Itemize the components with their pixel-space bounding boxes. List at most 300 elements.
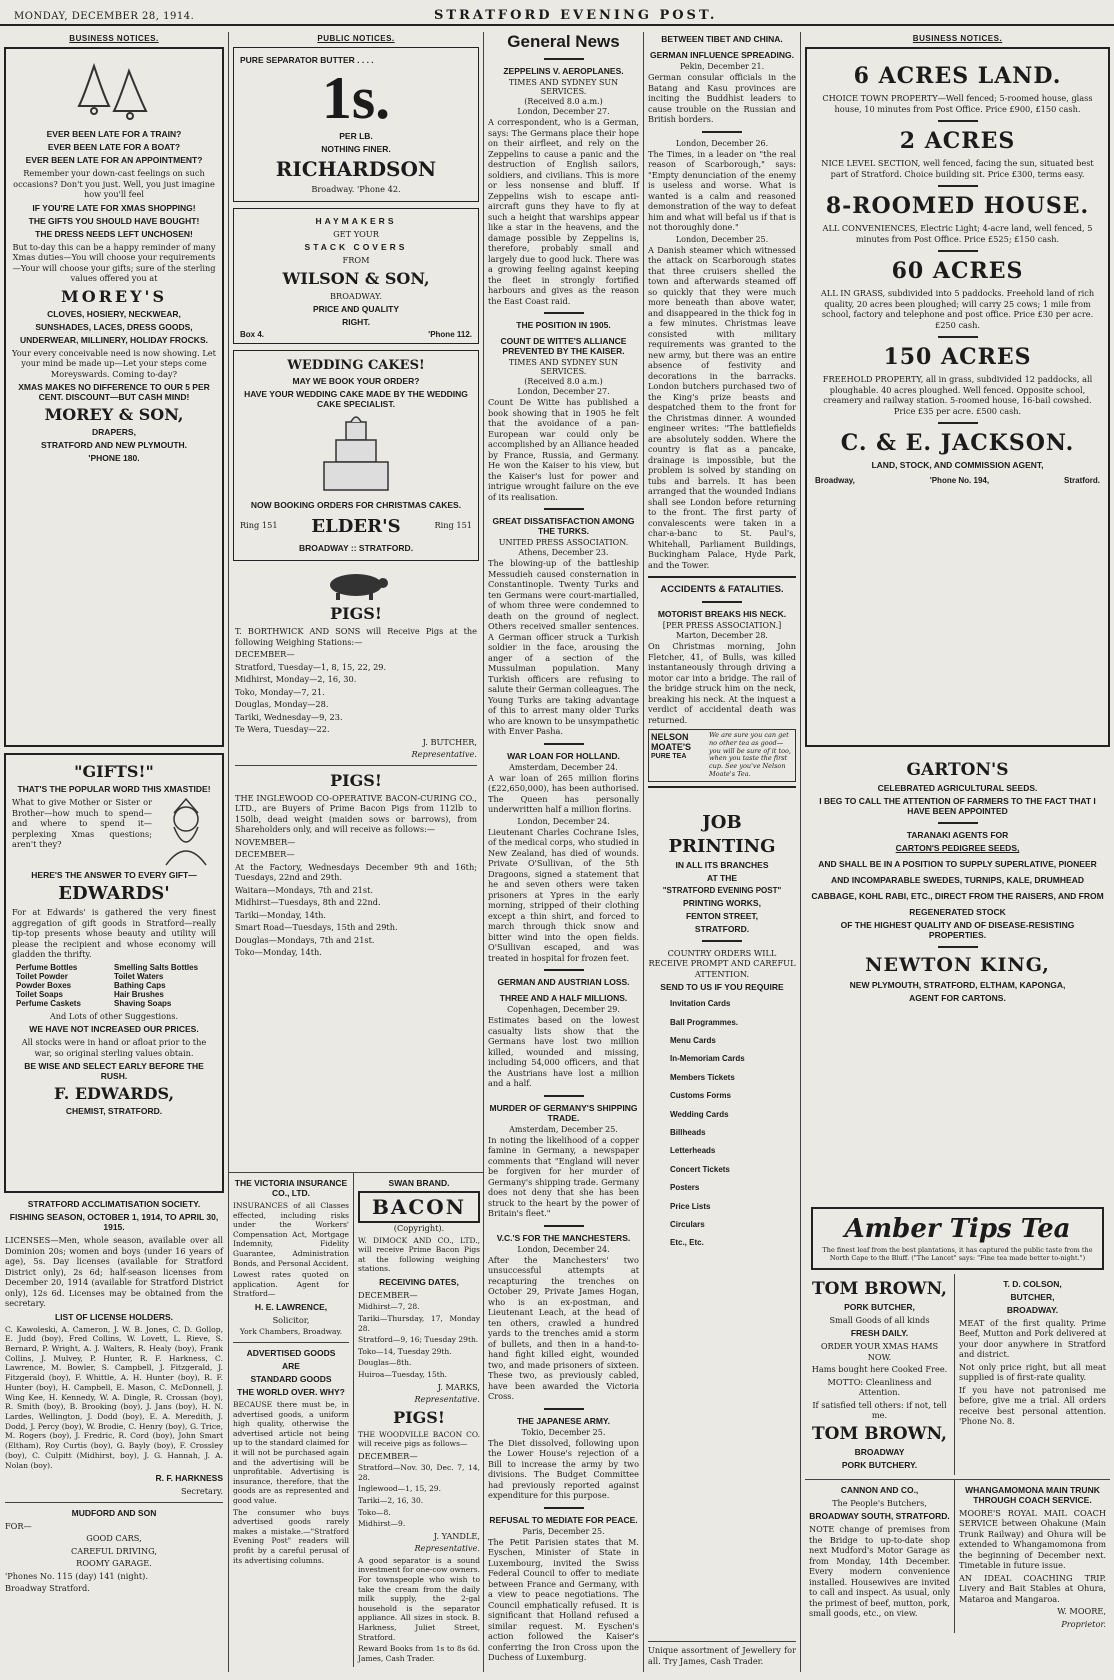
wilson-stack: STACK COVERS (304, 242, 408, 252)
accl-secretary: Secretary. (180, 1486, 223, 1497)
tom-line-5: MOTTO: Cleanliness and Attention. (827, 1376, 932, 1398)
news-received: (Received 8.0 a.m.) (524, 97, 603, 106)
column-news-continued (643, 32, 800, 1672)
wilson-phone: 'Phone 112. (428, 330, 472, 339)
victoria-heading: THE VICTORIA INSURANCE CO., LTD. (234, 1178, 348, 1198)
pigs1-month: DECEMBER— (235, 649, 295, 659)
news-subheading: MOTORIST BREAKS HIS NECK. (657, 609, 787, 619)
news-source: [PER PRESS ASSOCIATION.] (662, 621, 782, 630)
job-send: SEND TO US IF YOU REQUIRE (660, 982, 784, 993)
job-item-list (648, 995, 796, 1252)
pigs2-dec: DECEMBER— (235, 849, 295, 859)
news-heading: WAR LOAN FOR HOLLAND. (507, 750, 620, 761)
adv-para-2: The consumer who buys advertised goods rarely makes a mistake.—"Stratford Evening Post" readers will profit by a careful perusal of its advertising columns. (233, 1507, 349, 1565)
elder-christmas: NOW BOOKING ORDERS FOR CHRISTMAS CAKES. (250, 500, 462, 510)
job-line-2: AT THE (706, 872, 738, 883)
pigs3-signature: J. YANDLE, (433, 1530, 480, 1541)
news-received: (Received 8.0 a.m.) (524, 377, 603, 386)
news-heading: GREAT DISSATISFACTION AMONG THE TURKS. (492, 516, 635, 536)
edwards-prices: WE HAVE NOT INCREASED OUR PRICES. (29, 1024, 199, 1034)
news-body: The Diet dissolved, following upon the Lower House's rejection of a Bill to increase the army by two divisions. The Budget Committee had previously reported against expenditure for this purpose. (488, 1437, 639, 1500)
news-dateline: Marton, December 28. (676, 631, 768, 640)
list-item: Toko—8. (358, 1507, 391, 1517)
list-item: Perfume Caskets (16, 998, 81, 1008)
pigs2-intro: THE INGLEWOOD CO-OPERATIVE BACON-CURING CO., LTD., are Buyers of Prime Bacon Pigs from 112lb to 150lb, dead weight (maiden sows or barrows), from Shareholders only, and will receive as follows:— (235, 792, 477, 834)
list-item: Toilet Powder (16, 971, 68, 981)
adv-heading-2: ARE (282, 1361, 300, 1372)
list-item: Powder Boxes (16, 980, 72, 990)
colson-para-3: If you have not patronised me before, give me a trial. All orders receive best personal attention. 'Phone No. 8. (959, 1384, 1106, 1427)
elder-heading: WEDDING CAKES! (287, 358, 425, 373)
list-item: Stratford—Nov. 30, Dec. 7, 14, 28. (358, 1463, 480, 1482)
victoria-para: INSURANCES of all Classes effected, including risks under the Workers' Compensation Act, Mortgage Indemnity, Fidelity Guarantee, Administration Bonds, and Personal Accident. (233, 1201, 349, 1268)
news-heading: V.C.'S FOR THE MANCHESTERS. (496, 1232, 631, 1243)
list-item: Waitara—Mondays, 7th and 21st. (235, 884, 373, 895)
news-body: Estimates based on the lowest casualty lists show that the Germans have lost two million killed, wounded and missing, including 54,000 officers, and that the Austrians have lost a million and a half. (488, 1015, 639, 1088)
news-dateline: Paris, December 25. (522, 1526, 605, 1536)
nelson-moate-advert (648, 729, 796, 782)
edwards-item-list (16, 963, 212, 1008)
pigs3-heading: PIGS! (393, 1407, 445, 1427)
elder-name: ELDER'S (311, 516, 401, 537)
pigs2-nov: NOVEMBER— (235, 836, 296, 847)
bacon-intro: W. DIMOCK AND CO., LTD., will receive Prime Bacon Pigs at the following weighing stations. (358, 1235, 480, 1274)
morey-para-3: Your every conceivable need is now showing. Let your mind be made up—Let your steps come Moreyswards. Coming to-day? (12, 347, 216, 379)
news-dateline: London, December 26. (675, 138, 769, 148)
news-position-1905 (488, 320, 639, 502)
garton-para-6: OF THE HIGHEST QUALITY AND OF DISEASE-RESISTING PROPERTIES. (840, 920, 1075, 941)
wedding-cake-icon (316, 412, 396, 497)
garton-firm: NEWTON KING, (865, 954, 1050, 977)
amber-logo: Amber Tips Tea (844, 1214, 1071, 1244)
list-item: Wedding Cards (670, 1109, 729, 1119)
news-dateline: Amsterdam, December 25. (509, 1124, 618, 1134)
jackson-town: Stratford. (1064, 476, 1100, 485)
adv-heading-3: STANDARD GOODS (250, 1374, 332, 1385)
jackson-sub: LAND, STOCK, AND COMMISSION AGENT, (871, 460, 1044, 470)
news-dateline: Tokio, December 25. (521, 1427, 606, 1437)
list-item: Posters (670, 1183, 700, 1193)
column-business-notices-right (800, 32, 1114, 1672)
accl-licenses: LICENSES—Men, whole season, available over all Dominion 20s; women and boys (under 16 years of age), 5s. Day licenses (available for Stratford District only), 2s 6d; half-season licenses from December 20, 1914 (available for Stratford District only), 12s 6d. Licenses may be obtained from the secretary. (5, 1235, 223, 1308)
jackson-address: Broadway, (815, 476, 855, 485)
bacon-notices (354, 1173, 483, 1667)
list-item: Tariki—Thursday, 17, Monday 28. (358, 1313, 480, 1333)
mudford-phone: 'Phones No. 115 (day) 141 (night). (5, 1570, 148, 1581)
list-item: Midhirst, Monday—2, 16, 30. (235, 674, 357, 684)
edwards-popular-word: THAT'S THE POPULAR WORD THIS XMASTIDE! (17, 784, 211, 794)
news-subheading: THREE AND A HALF MILLIONS. (499, 993, 628, 1003)
list-item: Toko—14, Tuesday 29th. (358, 1346, 452, 1356)
news-turks (488, 516, 639, 737)
news-dateline: Athens, December 23. (518, 548, 609, 557)
accl-season: FISHING SEASON, OCTOBER 1, 1914, TO APRIL 30, 1915. (9, 1212, 219, 1232)
mudford-heading: MUDFORD AND SON (71, 1507, 157, 1518)
job-printing-advert (648, 786, 796, 1253)
pig-icon (321, 567, 391, 601)
mudford-line-3: ROOMY GARAGE. (76, 1558, 152, 1569)
morey-goods-1: CLOVES, HOSIERY, NECKWEAR, (47, 308, 181, 319)
list-item: Menu Cards (670, 1036, 716, 1046)
list-item: Circulars (670, 1219, 705, 1229)
jewellery-note: Unique assortment of Jewellery for all. Try James, Cash Trader. (648, 1641, 796, 1666)
elder-advert (233, 350, 479, 561)
bacon-role: Representative. (414, 1394, 480, 1405)
wh-para-2: AN IDEAL COACHING TRIP. Livery and Bait Stables at Ohura, Mataroa and Mangaroa. (959, 1572, 1106, 1604)
colson-para-2: Not only price right, but all meat supplied is of first-rate quality. (959, 1361, 1106, 1383)
adv-para-1: BECAUSE there must be, in advertised goods, a uniform high quality, otherwise the advertised article not being up to the standard claimed for it will not be purchased again and the advertising will be unprofitable. Advertising is insurance, therefore, that the goods are as represented and good value. (233, 1400, 349, 1505)
news-body: In noting the likelihood of a copper famine in Germany, a newspaper comments that "England will never be forgiven for her murder of Germany's shipping trade. Germany does not deny that she has been struck to the heart by the power of Britain's fleet." (488, 1134, 639, 1218)
tom-line-8: PORK BUTCHERY. (841, 1459, 918, 1470)
list-item: Billheads (670, 1128, 706, 1138)
bacon-month: DECEMBER— (358, 1289, 418, 1300)
garton-para-4: AND SHALL BE IN A POSITION TO SUPPLY SUPERLATIVE, PIONEER AND INCOMPARABLE SWEDES, TURNIPS, KALE, DRUMHEAD CABBAGE, KOHL RABI, ETC., DIRECT FROM THE RAISERS, AND FROM (811, 859, 1104, 902)
edwards-answer: HERE'S THE ANSWER TO EVERY GIFT— (31, 870, 197, 880)
wilson-get: GET YOUR (333, 228, 379, 239)
morey-place: STRATFORD AND NEW PLYMOUTH. (40, 440, 188, 450)
richardson-name: RICHARDSON (275, 157, 437, 181)
mudford-line-1: GOOD CARS, (86, 1533, 142, 1544)
column-general-news (483, 32, 643, 1672)
bacon-logo: BACON (358, 1191, 480, 1223)
colson-broadway: BROADWAY. (1006, 1304, 1059, 1315)
job-line-5: FENTON STREET, (685, 910, 759, 921)
accl-list-heading: LIST OF LICENSE HOLDERS. (54, 1311, 174, 1322)
wilson-right: RIGHT. (342, 317, 370, 327)
list-item: Smelling Salts Bottles (114, 962, 199, 972)
elder-specialist: HAVE YOUR WEDDING CAKE MADE BY THE WEDDING CAKE SPECIALIST. (244, 389, 468, 409)
elder-ring-right: Ring 151 (434, 520, 472, 531)
news-dateline: London, December 27. (517, 387, 610, 396)
pigs1-heading: PIGS! (330, 604, 382, 623)
mudford-for: FOR— (5, 1520, 32, 1531)
page-header (0, 0, 1114, 26)
richardson-advert (233, 47, 479, 202)
list-item: Midhirst—Tuesdays, 8th and 22nd. (235, 897, 381, 907)
tom-heading-2: TOM BROWN, (812, 1423, 947, 1444)
list-item: Shaving Soaps (114, 998, 172, 1008)
richardson-price: 1s. (321, 65, 391, 131)
morey-xmas-1: IF YOU'RE LATE FOR XMAS SHOPPING! (32, 202, 196, 213)
edwards-name: EDWARDS' (58, 883, 170, 904)
jackson-phone: 'Phone No. 194, (929, 476, 990, 485)
news-heading: BETWEEN TIBET AND CHINA. (661, 34, 783, 44)
tom-line-1: Small Goods of all kinds (829, 1314, 930, 1325)
morey-para-1: Remember your down-cast feelings on such occasions? Don't you just. Well, you just imagine how you'll feel (13, 168, 215, 199)
news-body: The Times, in a leader on "the real reason of Scarborough," says: "Empty denunciation of the enemy is useless and worse. What is wanted is a calm and reasoned demonstration of the way to defeat him and what will befal us if that is not thoroughly done." (648, 148, 796, 232)
job-heading-1: JOB (702, 811, 742, 833)
garton-para-3: CARTON'S PEDIGREE SEEDS, (895, 843, 1020, 853)
news-source: UNITED PRESS ASSOCIATION. (498, 538, 629, 547)
news-dateline-2: London, December 25. (675, 234, 769, 244)
victoria-agent: Lowest rates quoted on application. Agent for Stratford— (233, 1270, 349, 1299)
edwards-stocks: All stocks were in hand or afloat prior to the war, so original sterling values obtain. (21, 1037, 207, 1058)
colson-advert (955, 1274, 1110, 1475)
news-japanese-army (488, 1416, 639, 1501)
news-body: A correspondent, who is a German, says: The Germans place their hope on their airfleet, and rely on the Zeppelins to cause a panic and the destruction of English sailors, soldiers, and civilians. This is more or less nonsense and bluff. If Zeppelins wish to escape anti-aircraft guns they have to fly at such a height that warships appear like a star in the heavens, and the damage possible by Zeppelins is, therefore, probably small and largely due to good luck. There was a growing feeling against keeping the fleet in strongly fortified harbours and gives as the reason the East Coast raid. (488, 117, 639, 306)
news-dateline: London, December 27. (517, 107, 610, 116)
pigs2-heading: PIGS! (330, 770, 382, 790)
jackson-60-acres-detail: ALL IN GRASS, subdivided into 5 paddocks. Freehold land of rich quality, 20 acres been ploughed; will carry 25 cows; 1 mile from school, factory and telephone and post office. Price £30 per acre. £250 cash. (820, 288, 1095, 330)
news-tibet (648, 34, 796, 125)
list-item: Invitation Cards (670, 999, 731, 1009)
richardson-butter: PURE SEPARATOR BUTTER . . . . (240, 55, 374, 65)
issue-date: MONDAY, DECEMBER 28, 1914. (14, 11, 195, 22)
list-item: Huiroa—Tuesday, 15th. (358, 1369, 448, 1379)
news-body: The Petit Parisien states that M. Eyschen, Minister of State in Luxembourg, invited the Swiss Federal Council to offer to mediate between France and Germany, with a view to peace negotiations. The Council emphatically refused. It is significant that Holland refused a similar request. M. Eyschen's action followed the Kaiser's conferring the Iron Cross upon the Duchess of Luxemburg. (488, 1536, 639, 1662)
tom-line-2: FRESH DAILY. (850, 1328, 909, 1339)
news-dateline: London, December 24. (517, 1244, 610, 1254)
news-body: On Christmas morning, John Fletcher, 41, of Bulls, was killed instantaneously through driving a motor car into a bridge. The rail of the bridge struck him on the neck, breaking his neck. At the inquest a verdict of accidental death was returned. (648, 641, 796, 725)
nelson-tea: PURE TEA (651, 752, 687, 760)
wilson-from: FROM (342, 255, 370, 265)
job-country: COUNTRY ORDERS WILL RECEIVE PROMPT AND CAREFUL ATTENTION. (648, 947, 796, 979)
job-heading-2: PRINTING (668, 835, 776, 857)
jackson-2-acres: 2 ACRES (899, 128, 1016, 154)
news-body: The blowing-up of the battleship Messudieh caused consternation in Constantinople. Twenty Turks and ten Germans were court-martialled, of whom three were condemned to death on the ground of neglect. Others received smaller sentences. A German officer struck a Turkish soldier in the face, arousing the anger of a section of the Mussulman population. Many Turkish officers are refusing to salute their German colleagues. The Young Turks are taking advantage of this to arrest many older Turks who are known to be unsympathetic with Enver Pasha. (488, 558, 639, 736)
list-item: Letterheads (670, 1146, 716, 1156)
jackson-6-acres-detail: CHOICE TOWN PROPERTY—Well fenced; 5-roomed house, glass house, 10 minutes from Post Office. Price £900, £150 cash. (822, 93, 1093, 114)
list-item: In-Memoriam Cards (670, 1054, 745, 1064)
bacon-signature: J. MARKS, (437, 1381, 480, 1392)
morey-para-2: But to-day this can be a happy reminder of many Xmas duties—You will choose your requirements—Your will choose your gifts; sure of the sterling values offered you at (12, 241, 216, 283)
victoria-address: York Chambers, Broadway. (239, 1327, 343, 1337)
colson-sub: BUTCHER, (1010, 1291, 1055, 1302)
wilson-broadway: BROADWAY. (330, 290, 382, 301)
garton-advert (801, 753, 1114, 1203)
news-mediate (488, 1515, 639, 1663)
morey-goods-3: UNDERWEAR, MILLINERY, HOLIDAY FROCKS. (20, 334, 208, 345)
elder-ring-left: Ring 151 (240, 520, 278, 531)
nelson-text: We are sure you can get no other tea as good—you will be sure of it too, when you taste the first cup. See you've Nelson Moate's Tea. (709, 731, 791, 778)
morey-xmas-3: THE DRESS NEEDS LEFT UNCHOSEN! (35, 228, 193, 239)
jackson-6-acres: 6 ACRES LAND. (853, 63, 1062, 89)
wilson-price: PRICE AND QUALITY (312, 304, 400, 314)
news-dateline: Pekin, December 21. (679, 62, 765, 71)
list-item: Members Tickets (670, 1072, 735, 1082)
santa-icon (156, 797, 216, 867)
garton-para-1: I BEG TO CALL THE ATTENTION OF FARMERS TO THE FACT THAT I HAVE BEEN APPOINTED (819, 796, 1096, 816)
cannon-address: BROADWAY SOUTH, STRATFORD. (809, 1511, 950, 1522)
news-shipping (488, 1103, 639, 1219)
garton-agent: AGENT FOR CARTONS. (909, 993, 1006, 1004)
edwards-gifts-heading: "GIFTS!" (74, 762, 154, 781)
news-war-loan (488, 751, 639, 964)
column-public-notices (228, 32, 483, 1672)
job-line-1: IN ALL ITS BRANCHES (675, 859, 769, 870)
news-heading: THE POSITION IN 1905. (516, 320, 611, 330)
morey-advert (4, 47, 224, 747)
news-heading: GERMAN AND AUSTRIAN LOSS. (497, 977, 630, 987)
morey-late-train: EVER BEEN LATE FOR A TRAIN? (46, 129, 182, 139)
wh-role: Proprietor. (1061, 1618, 1106, 1629)
morey-xmas-2: THE GIFTS YOU SHOULD HAVE BOUGHT! (28, 215, 200, 226)
wh-heading: WHANGAMOMONA MAIN TRUNK THROUGH COACH SERVICE. (965, 1484, 1100, 1505)
list-item: Toko—Monday, 14th. (235, 947, 322, 957)
tom-line-3: ORDER YOUR XMAS HAMS NOW. (820, 1341, 939, 1362)
accl-signature: R. F. HARKNESS (155, 1473, 223, 1484)
bells-icon (74, 56, 154, 126)
morey-firm: MOREY & SON, (44, 405, 184, 424)
news-body: A war loan of 265 million florins (£22,650,000), has been authorised. The Queen has personally underwritten half a million florins. (488, 772, 639, 814)
elder-question: MAY WE BOOK YOUR ORDER? (292, 376, 420, 386)
job-line-4: PRINTING WORKS, (683, 897, 761, 908)
cannon-sub: The People's Butchers, (832, 1497, 927, 1508)
accl-heading: STRATFORD ACCLIMATISATION SOCIETY. (27, 1199, 201, 1209)
moate-name: MOATE'S (651, 742, 691, 753)
section-label: BUSINESS NOTICES. (912, 34, 1003, 43)
separator-para: A good separator is a sound investment for one-cow owners. For townspeople who wish to take the cream from the daily milk supply, the 2-gal household is the separator appliance. All sizes in stock. B. Harkness, Juliet Street, Stratford. (358, 1555, 480, 1642)
garton-heading: GARTON'S (906, 760, 1009, 780)
morey-name: MOREY'S (60, 286, 167, 306)
edwards-para-2: For at Edwards' is gathered the very finest aggregation of gift goods in Stratford—really tip-top presents whose beauty and utility will please the recipient and whose economy will gladden the thrifty. (12, 907, 216, 959)
news-accidents (648, 584, 796, 725)
news-zeppelins (488, 66, 639, 306)
cannon-heading: CANNON AND CO., (840, 1484, 919, 1495)
wilson-advert (233, 208, 479, 345)
list-item: Price Lists (670, 1201, 711, 1211)
cannon-para: NOTE change of premises from the Bridge to up-to-date shop next Mudford's Motor Garage as from Monday, 14th December. Every modern convenience installed. Housewives are invited to call and inspect. As usual, only the primest of beef, mutton, pork, small goods, etc., on view. (809, 1524, 950, 1619)
jackson-150-acres-detail: FREEHOLD PROPERTY, all in grass, subdivided 12 paddocks, all ploughable. 40 acres ploughed. Well fenced. Opposite school, creamery and railway station. 5-roomed house, 16-bail cowshed. Price £35 per acre. £500 cash. (822, 374, 1093, 416)
news-heading: ACCIDENTS & FATALITIES. (660, 584, 784, 595)
wilson-name: WILSON & SON, (282, 268, 430, 288)
newspaper-title: STRATFORD EVENING POST. (434, 8, 718, 23)
amber-text: The finest leaf from the best plantations, it has captured the public taste from the North Cape to the Bluff. ("The Lancet" says: "Fine tea made better to-night.") (822, 1246, 1093, 1263)
wh-para-1: MOORE'S ROYAL MAIL COACH SERVICE between Ohakune (Main Trunk Railway) and Ohura will be extended to Whangamomona from the beginning of December next. Timetable in future issue. (959, 1507, 1106, 1571)
jackson-60-acres: 60 ACRES (891, 258, 1024, 284)
mudford-address: Broadway Stratford. (5, 1583, 90, 1594)
morey-phone: 'PHONE 180. (88, 453, 140, 463)
news-dateline-2: London, December 24. (517, 816, 610, 826)
news-body: German consular officials in the Batang and Kasu provinces are inciting the Buddhist leaders to cause trouble on the Russian and British borders. (648, 72, 796, 124)
jackson-firm: C. & E. JACKSON. (840, 430, 1075, 456)
news-dateline: Amsterdam, December 24. (509, 762, 618, 772)
elder-address: BROADWAY :: STRATFORD. (298, 543, 414, 553)
nelson-name: NELSON (651, 732, 689, 742)
jackson-advert (805, 47, 1110, 747)
garton-address: NEW PLYMOUTH, STRATFORD, ELTHAM, KAPONGA, (849, 980, 1066, 991)
edwards-firm: F. EDWARDS, (53, 1084, 175, 1103)
mudford-line-2: CAREFUL DRIVING, (70, 1545, 158, 1556)
richardson-per: PER LB. (339, 131, 373, 141)
pigs3-role: Representative. (414, 1543, 480, 1554)
whangamomona-advert (955, 1480, 1110, 1634)
jackson-2-acres-detail: NICE LEVEL SECTION, well fenced, facing the sun, situated best part of Stratford. Choice building sit. Price £300, terms easy. (821, 158, 1094, 179)
jackson-house-detail: ALL CONVENIENCES, Electric Light; 4-acre land, well fenced, 5 minutes from Post Office. Price £525; £150 cash. (822, 223, 1093, 244)
job-line-3: "STRATFORD EVENING POST" (662, 885, 782, 895)
pigs3-intro: THE WOODVILLE BACON CO. will receive pigs as follows— (358, 1429, 480, 1449)
list-item: Hair Brushes (114, 989, 164, 999)
edwards-more: And Lots of other Suggestions. (49, 1010, 179, 1021)
news-losses (488, 977, 639, 1089)
garton-para-5: REGENERATED STOCK (909, 907, 1006, 918)
list-item: Smart Road—Tuesdays, 15th and 29th. (235, 922, 398, 932)
list-item: Bathing Caps (114, 980, 166, 990)
edwards-sub: CHEMIST, STRATFORD. (65, 1106, 163, 1116)
reward-books: Reward Books from 1s to 8s 6d. James, Cash Trader. (358, 1644, 480, 1663)
news-heading: MURDER OF GERMANY'S SHIPPING TRADE. (489, 1102, 638, 1123)
list-item: Customs Forms (670, 1091, 731, 1101)
list-item: Midhirst—7, 28. (358, 1302, 420, 1312)
news-body: After the Manchesters' two unsuccessful attempts at recapturing the trenches on October 29, Private James Hogan, who is an ex-postman, and Lieutenant Leach, at the head of ten others, crawled a hundred yards to the trenches amid a storm of bullets, and then in a hand-to-hand fight killed eight, wounded two, and made prisoners of sixteen. These two, as previously cabled, have been awarded the Victoria Cross. (488, 1254, 639, 1401)
list-item: Tariki—Monday, 14th. (235, 909, 327, 920)
wh-signature: W. MOORE, (1057, 1606, 1106, 1617)
job-line-6: STRATFORD. (694, 923, 750, 934)
tom-heading: TOM BROWN, (812, 1278, 947, 1299)
garton-sub: CELEBRATED AGRICULTURAL SEEDS. (877, 783, 1038, 793)
tom-line-4: Hams bought here Cooked Free. (811, 1364, 948, 1375)
section-label: BUSINESS NOTICES. (69, 34, 159, 43)
tom-line-7: BROADWAY (854, 1446, 905, 1457)
wilson-haymakers: HAYMAKERS (315, 215, 397, 226)
news-source: TIMES AND SYDNEY SUN SERVICES. (508, 78, 619, 96)
news-subheading: COUNT DE WITTE'S ALLIANCE PREVENTED BY THE KAISER. (500, 336, 627, 356)
adv-heading-1: ADVERTISED GOODS (246, 1348, 336, 1359)
news-heading: ZEPPELINS V. AEROPLANES. (503, 66, 624, 76)
list-item: Stratford—9, 16; Tuesday 29th. (358, 1335, 479, 1345)
morey-late-boat: EVER BEEN LATE FOR A BOAT? (47, 142, 181, 152)
morey-late-appointment: EVER BEEN LATE FOR AN APPOINTMENT? (25, 155, 203, 165)
pigs1-role: Representative. (411, 749, 477, 759)
bacon-copyright: (Copyright). (393, 1223, 445, 1233)
news-source: TIMES AND SYDNEY SUN SERVICES. (508, 358, 619, 376)
richardson-finer: NOTHING FINER. (321, 144, 391, 154)
colson-para-1: MEAT of the first quality. Prime Beef, Mutton and Pork delivered at your door anywhere in Stratford and district. (959, 1317, 1106, 1360)
news-body-2: Lieutenant Charles Cochrane Isles, of the medical corps, who studied in New Zealand, has died of wounds. Private O'Sullivan, of the 5th Dragoons, signed a statement that he and seven others were taken prisoners at Ypres in the early morning, stripped of their clothing except a thin shirt, and forced to march through thick snow and bitter wind into the open fields. O'Sullivan escaped, and was treated in hospital for frozen feet. (488, 826, 639, 963)
acclimatisation-notice (0, 1199, 228, 1594)
bacon-dates: RECEIVING DATES, (379, 1276, 459, 1287)
list-item: Douglas, Monday—28. (235, 699, 329, 709)
list-item: At the Factory, Wednesdays December 9th and 16th; Tuesdays, 22nd and 29th. (235, 861, 477, 882)
victoria-signature: H. E. LAWRENCE, (254, 1301, 328, 1312)
cannon-advert (805, 1480, 955, 1634)
list-item: Toilet Waters (114, 971, 164, 981)
pigs3-month: DECEMBER— (358, 1450, 418, 1461)
general-news-title: General News (507, 32, 620, 51)
wilson-box: Box 4. (240, 330, 265, 339)
pigs1-signature: J. BUTCHER, (422, 736, 477, 747)
list-item: Concert Tickets (670, 1164, 730, 1174)
news-body-2: A Danish steamer which witnessed the attack on Scarborough states that three cruisers shelled the town and afterwards steamed off so quickly that they were much more beneath than above water, and disappeared in the thick fog in a few minutes. Christmas leave consisted with military requirements was granted to the new army, but there was an entire absence of festivity and decorations in the barracks. London butchers purchased two of the King's prize beasts and despatched them to the front for the Christmas dinner. A wounded engineer writes: "The battlefields are absolutely sodden. Where the country is flat as a pancake, drainage is impossible, but the problem is solved by standing on tubs and barrels. It has been arranged that the wounded Indians shall see London before returning to the front. The first party of convalescents were taken in a char-a-banc to St. Paul's, Whitehall, Parliament Buildings, Buckingham Palace, Hyde Park, and the Tower. (648, 244, 796, 570)
tom-brown-advert (805, 1274, 955, 1475)
list-item: Ball Programmes. (670, 1017, 739, 1027)
news-heading: REFUSAL TO MEDIATE FOR PEACE. (489, 1514, 638, 1525)
edwards-advert (4, 753, 224, 1193)
edwards-para-1: What to give Mother or Sister or Brother—how much to spend—and where to spend it—perplexing Xmas questions; aren't they? (12, 797, 152, 849)
victoria-role: Solicitor, (272, 1314, 310, 1325)
richardson-address: Broadway. 'Phone 42. (311, 184, 401, 194)
adv-heading-4: THE WORLD OVER. WHY? (237, 1387, 345, 1398)
list-item: Tariki, Wednesday—9, 23. (235, 711, 343, 722)
news-body: Count De Witte has published a book showing that in 1905 he felt that the avoidance of a pan-European war could only be accomplished by an Alliance headed by France, Russia, and Germany. He won the Kaiser to his view, but the Kaiser's lust for power and intrigue wrought failure on the eve of its realisation. (488, 397, 639, 502)
list-item: Douglas—Mondays, 7th and 21st. (235, 934, 375, 945)
jackson-150-acres: 150 ACRES (883, 344, 1032, 370)
edwards-select-early: BE WISE AND SELECT EARLY BEFORE THE RUSH. (24, 1061, 204, 1081)
jackson-house: 8-ROOMED HOUSE. (825, 193, 1090, 219)
list-item: Tariki—2, 16, 30. (358, 1496, 424, 1505)
morey-discount: XMAS MAKES NO DIFFERENCE TO OUR 5 PER CENT. DISCOUNT—BUT CASH MIND! (18, 382, 210, 402)
news-subheading: GERMAN INFLUENCE SPREADING. (649, 50, 795, 60)
tom-line-6: If satisfied tell others: if not, tell me. (812, 1399, 947, 1421)
section-label: PUBLIC NOTICES. (317, 34, 395, 43)
list-item: Te Wera, Tuesday—22. (235, 724, 330, 734)
victoria-insurance-notice (229, 1173, 354, 1667)
list-item: Stratford, Tuesday—1, 8, 15, 22, 29. (235, 661, 387, 672)
column-business-notices-left (0, 32, 228, 1672)
bacon-brand: SWAN BRAND. (388, 1178, 450, 1188)
news-dateline: Copenhagen, December 29. (507, 1005, 620, 1014)
morey-trade: DRAPERS, (92, 427, 136, 437)
